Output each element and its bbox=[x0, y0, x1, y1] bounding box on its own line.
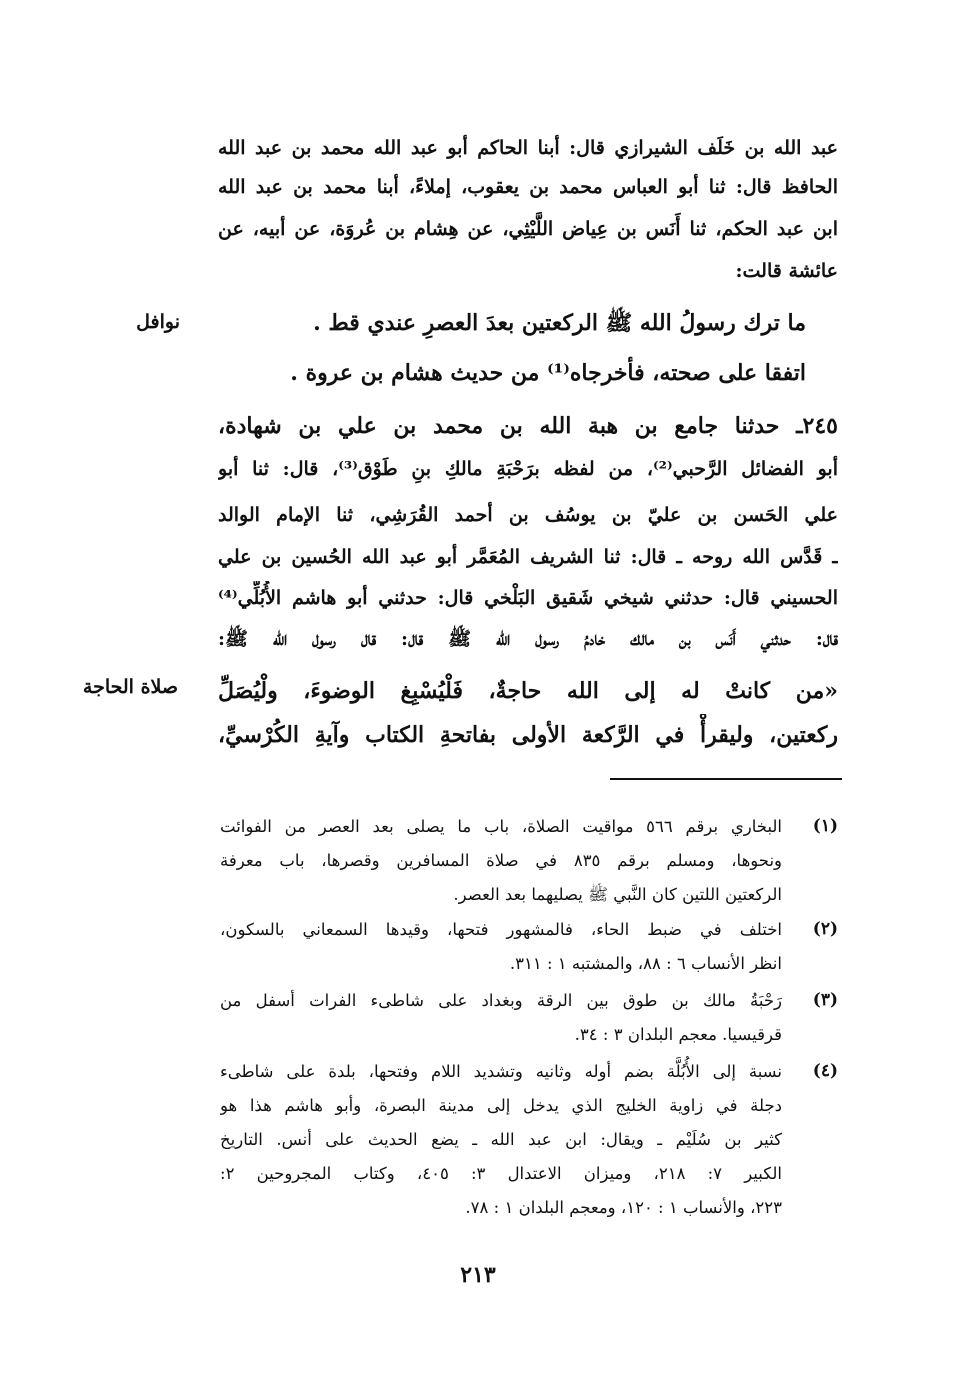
text-line-4: عائشة قالت: bbox=[735, 260, 838, 282]
footnote-line: اختلف في ضبط الحاء، فالمشهور فتحها، وقيدها السمعاني بالسكون، bbox=[220, 920, 782, 939]
footnote-4 bbox=[118, 1055, 838, 1225]
footnote-number: (٣) bbox=[812, 990, 838, 1010]
footnote-line: كثير بن سُلَيْم ـ ويقال: ابن عبد الله ـ يضع الحديث على أنس. التاريخ bbox=[220, 1130, 782, 1149]
hadith-text-2: اتفقا على صحته، فأخرجاه⁽¹⁾ من حديث هشام بن عروة . bbox=[290, 360, 806, 386]
footnote-line: انظر الأنساب ٦ : ٨٨، والمشتبه ١ : ٣١١. bbox=[509, 954, 782, 973]
footnote-line: دجلة في زاوية الخليج الذي يدخل إلى مدينة البصرة، وأبو هاشم هذا هو bbox=[220, 1096, 782, 1115]
text-line-1: عبد الله بن خَلَف الشيرازي قال: أبنا الحاكم أبو عبد الله محمد بن عبد الله bbox=[218, 137, 838, 159]
footnote-1 bbox=[118, 810, 838, 910]
footnote-3 bbox=[118, 984, 838, 1052]
text-line-10: ـ قَدَّس الله روحه ـ قال: ثنا الشريف المُعَمَّر أبو عبد الله الحُسين بن علي bbox=[218, 546, 838, 568]
footnote-line: الكبير ٧: ٢١٨، وميزان الاعتدال ٣: ٤٠٥، وكتاب المجروحين ٢: bbox=[220, 1164, 782, 1183]
page-number: ٢١٣ bbox=[460, 1262, 496, 1288]
footnote-line: نسبة إلى الأُبُلَّة بضم أوله وثانيه وتشديد اللام وفتحها، بلدة على شاطىء bbox=[220, 1062, 782, 1081]
hadith-text-1: ما ترك رسولُ الله ﷺ الركعتين بعدَ العصرِ عندي قط . bbox=[313, 310, 806, 336]
footnote-2 bbox=[118, 913, 838, 981]
text-line-8: أبو الفضائل الرَّحبي⁽²⁾، من لفظه برَحْبَةِ مالكِ بنِ طَوْق⁽³⁾، قال: ثنا أبو bbox=[218, 458, 838, 480]
footnote-line: ٢٢٣، والأنساب ١ : ١٢٠، ومعجم البلدان ١ : ٧٨. bbox=[465, 1198, 782, 1217]
text-line-9: علي الحَسن بن عليّ بن يوسُف بن أحمد القُرَشِي، ثنا الإمام الوالد bbox=[218, 504, 838, 526]
text-line-11: الحسيني قال: حدثني شيخي شَقيق البَلْخي قال: حدثني أبو هاشم الأُبُلِّي⁽⁴⁾ bbox=[218, 587, 838, 609]
footnote-line: رَحْبَةُ مالك بن طوق بين الرقة وبغداد على شاطىء الفرات أسفل من bbox=[220, 991, 782, 1010]
footnote-number: (٢) bbox=[812, 919, 838, 939]
footnote-line: البخاري برقم ٥٦٦ مواقيت الصلاة، باب ما يصلى بعد العصر من الفوائت bbox=[220, 817, 782, 836]
margin-note-nawafil: نوافل bbox=[136, 311, 180, 333]
footnote-number: (١) bbox=[812, 816, 838, 836]
text-line-2: الحافظ قال: ثنا أبو العباس محمد بن يعقوب، إملاءً، أبنا محمد بن عبد الله bbox=[218, 176, 838, 198]
hadith-text-3: «من كانتْ له إلى الله حاجةٌ، فَلْيُسْبِغ الوضوءَ، ولْيُصَلِّ bbox=[218, 678, 838, 704]
footnote-line: قرقيسيا. معجم البلدان ٣ : ٣٤. bbox=[574, 1025, 782, 1044]
hadith-heading: ٢٤٥ـ حدثنا جامع بن هبة الله بن محمد بن علي بن شهادة، bbox=[218, 413, 838, 439]
footnote-number: (٤) bbox=[812, 1061, 838, 1081]
hadith-text-4: ركعتين، وليقرأْ في الرَّكعة الأولى بفاتحةِ الكتاب وآيةِ الكُرْسيِّ، bbox=[218, 722, 838, 748]
footnote-line: ونحوها، ومسلم برقم ٨٣٥ في صلاة المسافرين وقصرها، باب معرفة bbox=[220, 851, 782, 870]
text-line-12: قال: حدثني أَنَس بن مالك خادمُ رسول الله ﷺ قال: قال رسول الله ﷺ: bbox=[218, 628, 838, 650]
margin-note-salat-al-haja: صلاة الحاجة bbox=[82, 676, 178, 698]
text-line-3: ابن عبد الحكم، ثنا أَنَس بن عِياض اللَّيْثِي، عن هِشام بن عُروَة، عن أبيه، عن bbox=[218, 218, 838, 240]
footnote-separator bbox=[610, 778, 842, 780]
footnote-line: الركعتين اللتين كان النَّبي ﷺ يصليهما بعد العصر. bbox=[453, 885, 782, 904]
